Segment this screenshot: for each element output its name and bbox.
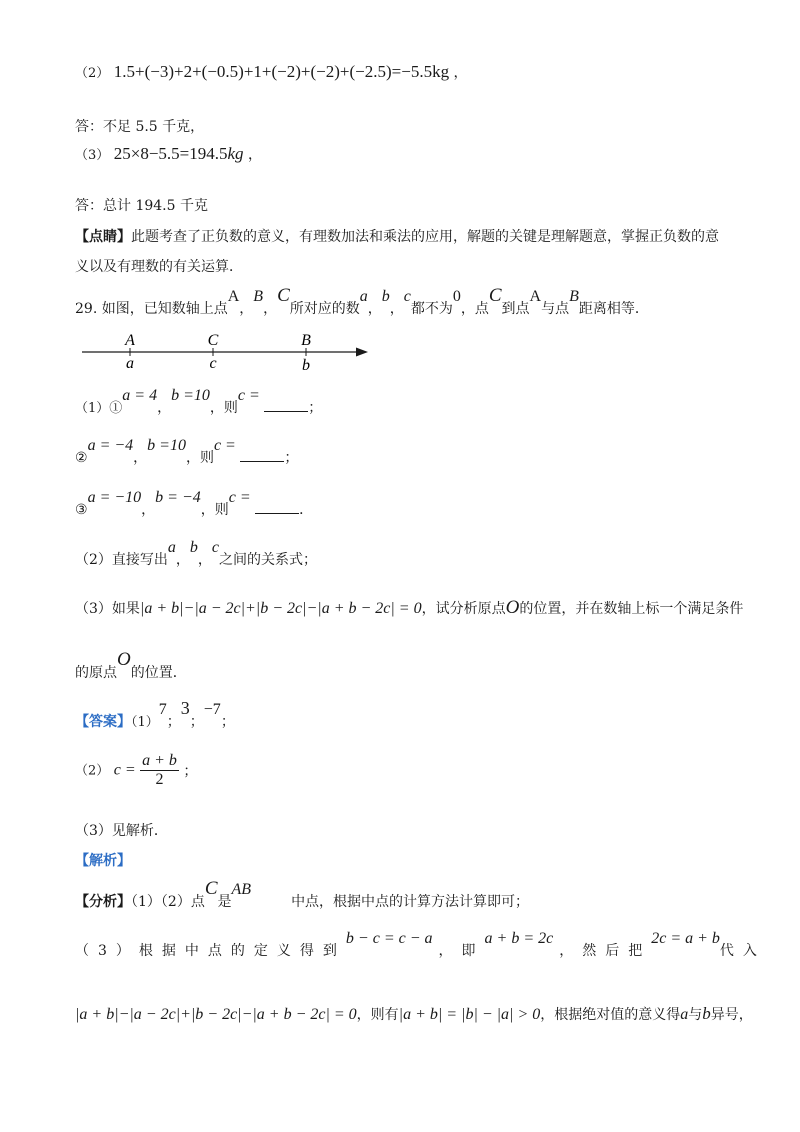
- punct: ；: [189, 714, 204, 730]
- answer-blank[interactable]: [240, 449, 284, 462]
- answer-value: 3: [180, 698, 190, 718]
- q28-part2: [75, 62, 468, 82]
- sub3-text: 的位置．: [130, 665, 187, 681]
- punct: ，: [197, 552, 212, 568]
- then-text: ，则: [185, 450, 214, 466]
- then-text: ，则: [200, 502, 229, 518]
- analysis-fenxi: [75, 878, 530, 912]
- answer-2: [75, 752, 197, 789]
- sub2-text: （2）直接写出: [75, 552, 168, 568]
- abs-equation: |a + b|−|a − 2c|+|b − 2c|−|a + b − 2c| = 0: [75, 1006, 357, 1023]
- stem-text: 到点: [501, 301, 530, 317]
- analysis-line3: [75, 930, 766, 960]
- var-b: b: [189, 539, 198, 556]
- var-a: a: [680, 1006, 689, 1023]
- number-line-figure: [80, 328, 380, 374]
- analysis-text: （3）根据中点的定义得到: [75, 943, 346, 959]
- analysis-text: ，根据绝对值的意义得: [540, 1007, 681, 1023]
- answer-blank[interactable]: [264, 399, 308, 412]
- q28-part3: [75, 144, 262, 164]
- stem-text: ，点: [460, 301, 489, 317]
- point-A: A: [529, 288, 542, 305]
- var-b: b: [702, 1004, 711, 1023]
- punct: ，: [239, 301, 254, 317]
- origin-O: O: [505, 597, 520, 618]
- circle-number: ③: [75, 502, 88, 518]
- equation: a + b = 2c: [484, 930, 554, 947]
- answer-value: −7: [203, 701, 221, 718]
- point-B: B: [253, 288, 264, 305]
- q29-sub1-2: [75, 437, 299, 467]
- label-A: A: [125, 332, 135, 349]
- q29-sub1-3: [75, 489, 314, 519]
- segment-AB: AB: [231, 881, 252, 898]
- punct: ；: [183, 763, 198, 780]
- answer-3: （3）见解析．: [75, 823, 168, 839]
- fenxi-text: 中点，根据中点的计算方法计算即可；: [291, 894, 530, 910]
- var-a: a: [359, 288, 368, 305]
- label-C: C: [207, 332, 219, 349]
- punct: ；: [220, 714, 235, 730]
- fenxi-text: （1）（2）点: [131, 894, 205, 910]
- c-equals: c =: [228, 489, 251, 506]
- abs-equation: |a + b| = |b| − |a| > 0: [398, 1006, 541, 1023]
- answer-blank[interactable]: [255, 501, 299, 514]
- punct: ，: [175, 552, 190, 568]
- punct: ；: [284, 450, 299, 466]
- given-a: a = −4: [87, 437, 134, 454]
- fenxi-tag: 【分析】: [75, 894, 131, 910]
- comment-line-2: 义以及有理数的有关运算．: [75, 259, 243, 275]
- var-a: a: [167, 539, 176, 556]
- equation: 2c = a + b: [651, 930, 720, 947]
- then-text: ，则: [209, 400, 238, 416]
- sub3-text: 的原点: [75, 665, 117, 681]
- analysis-tag: 【解析】: [75, 853, 131, 869]
- part-label: （1）①: [75, 401, 123, 416]
- sub3-text: ，试分析原点: [421, 601, 506, 617]
- var-c: c: [403, 288, 411, 305]
- answer-1: [75, 698, 235, 731]
- part-label: （2）: [75, 66, 110, 81]
- comment-tag: 【点睛】: [75, 229, 131, 245]
- punct: ，: [263, 301, 278, 317]
- label-B: B: [301, 332, 311, 349]
- sub2-text: 之间的关系式；: [219, 552, 318, 568]
- punct: ；: [308, 400, 323, 416]
- given-b: b =10: [171, 387, 210, 404]
- q29-sub2: [75, 539, 318, 569]
- stem-text: 29. 如图，已知数轴上点: [75, 301, 228, 317]
- given-a: a = −10: [87, 489, 142, 506]
- equation: 25×8−5.5=194.5: [113, 144, 228, 163]
- stem-text: 所对应的数: [289, 301, 360, 317]
- sub3-text: 的位置，并在数轴上标一个满足条件: [519, 601, 744, 617]
- axis-arrow: [356, 348, 368, 357]
- c-equals: c =: [113, 761, 136, 779]
- punct: ；: [166, 714, 181, 730]
- equation: b − c = c − a: [345, 930, 433, 947]
- answer-tag: 【答案】: [75, 714, 131, 730]
- point-C: C: [488, 285, 502, 306]
- fraction: [140, 752, 179, 789]
- analysis-line4: [75, 1004, 753, 1024]
- equation: 1.5+(−3)+2+(−0.5)+1+(−2)+(−2)+(−2.5)=−5.5kg: [113, 62, 450, 81]
- given-b: b = −4: [155, 489, 201, 506]
- fenxi-text: 是: [217, 894, 232, 910]
- punct: ，: [141, 502, 156, 518]
- stem-text: 都不为: [410, 301, 453, 317]
- part-label: （3）: [75, 148, 110, 163]
- zero: 0: [452, 288, 461, 305]
- comment-line-1: [75, 226, 719, 246]
- comment-text: 此题考查了正负数的意义，有理数加法和乘法的应用，解题的关键是理解题意，掌握正负数的意: [131, 229, 719, 245]
- given-b: b =10: [147, 437, 186, 454]
- analysis-text: ，即: [438, 943, 485, 959]
- q29-stem: [75, 285, 649, 319]
- analysis-text: ，然后把: [559, 943, 652, 959]
- answer-value: 7: [158, 701, 167, 718]
- part-label: （1）: [131, 715, 159, 730]
- given-a: a = 4: [122, 387, 158, 404]
- sub3-text: （3）如果: [75, 601, 140, 617]
- analysis-text: 与: [688, 1007, 703, 1023]
- punct: ，: [133, 450, 148, 466]
- answer-line: 答：不足 5.5 千克，: [75, 119, 205, 135]
- var-b: b: [381, 288, 390, 305]
- q29-sub1-1: [75, 387, 323, 417]
- unit: kg: [227, 144, 244, 163]
- label-c: c: [209, 355, 217, 372]
- point-C: C: [204, 878, 218, 899]
- stem-text: 与点: [541, 301, 570, 317]
- c-equals: c =: [237, 387, 260, 404]
- answer-line: 答：总计 194.5 千克: [75, 198, 208, 214]
- q29-sub3: [75, 597, 743, 619]
- point-C: C: [277, 285, 290, 306]
- c-equals: c =: [213, 437, 236, 454]
- var-c: c: [211, 539, 220, 556]
- abs-equation: |a + b|−|a − 2c|+|b − 2c|−|a + b − 2c| = 0: [139, 600, 422, 617]
- label-a: a: [126, 355, 134, 372]
- part-label: （2）: [75, 763, 110, 779]
- punct: ，: [389, 301, 404, 317]
- punct: ，: [248, 147, 262, 163]
- fraction-numerator: a + b: [142, 752, 177, 769]
- point-B: B: [569, 288, 579, 305]
- punct: ，: [157, 400, 172, 416]
- punct: ，: [367, 301, 382, 317]
- point-A: A: [227, 288, 240, 305]
- q29-sub3-cont: [75, 649, 187, 683]
- analysis-text: ，则有: [356, 1007, 399, 1023]
- punct: ，: [453, 65, 468, 81]
- fraction-denominator: 2: [155, 771, 164, 788]
- analysis-text: 代入: [719, 943, 766, 959]
- punct: ．: [299, 502, 314, 518]
- circle-number: ②: [75, 450, 88, 466]
- analysis-text: 异号，: [710, 1007, 753, 1023]
- label-b: b: [302, 357, 310, 374]
- origin-O: O: [117, 649, 131, 670]
- stem-text: 距离相等．: [578, 301, 649, 317]
